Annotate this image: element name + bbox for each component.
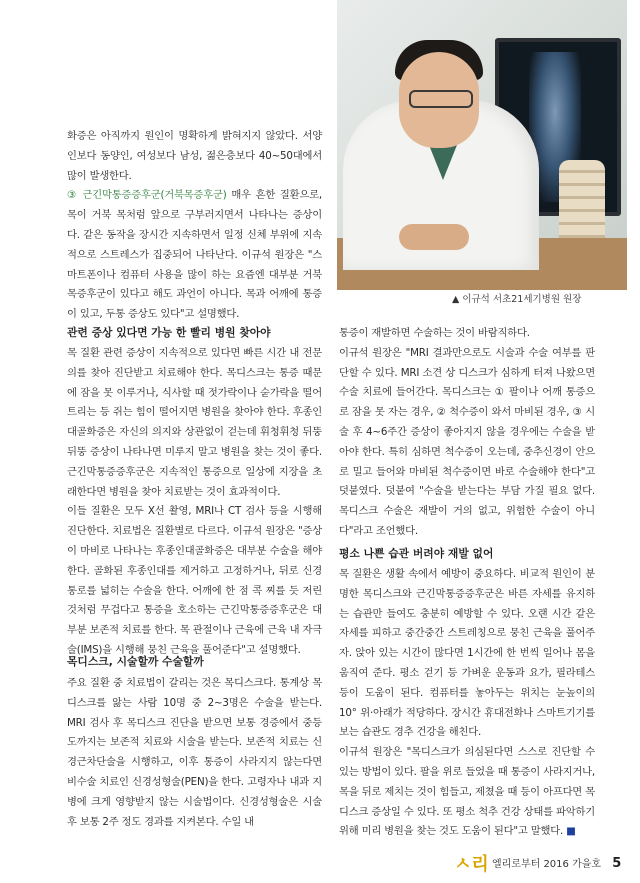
section2-paragraph-1: 주요 질환 중 치료법이 갈리는 것은 목디스크다. 통계상 목디스크를 앓는 사람 10명 중 2~3명은 수술을 받는다. MRI 검사 후 목디스크 진단을 받으면 보통 경증에서 중등도까지는 보존적 치료와 시술을 받는다. 보존적 치료는 신경근차단술을 시행하고, 이후 통증이 사라지지 않는다면 비수술 치료인 신경성형술(PEN)을 한다. 고령자나 내과 지병에 크게 영향받지 않는 시술법이다. 신경성형술은 시술 후 보통 2주 정도 경과를 지켜본다. 수일 내 (67, 677, 322, 828)
end-mark-icon: ■ (566, 825, 576, 838)
col2-top-block (339, 324, 595, 542)
section1-paragraph-1: 목 질환 관련 증상이 지속적으로 있다면 빠른 시간 내 전문의를 찾아 진단받고 치료해야 한다. 목디스크는 통증 때문에 잠을 못 이루거나, 식사할 때 젓가락이나 숟가락을 떨어트리는 등 쥐는 힘이 떨어지면 병원을 찾아야 한다. 후종인대골화증은 자신의 의지와 상관없이 걷는데 휘청휘청 뒤뚱뒤뚱 증상이 나타나면 미루지 말고 병원을 찾는 것이 좋다. 근긴막통증증후군은 지속적인 통증으로 일상에 지장을 초래한다면 병원을 찾아 치료받는 것이 효과적이다. (67, 347, 322, 498)
page-number: 5 (612, 856, 622, 871)
doctor-glasses (409, 90, 473, 108)
col2-paragraph-2: 이규석 원장은 "MRI 결과만으로도 시술과 수술 여부를 판단할 수 있다. MRI 소견 상 디스크가 심하게 터져 나왔으면 수술 치료에 들어간다. 목디스크는 ① 팔이나 어깨 통증으로 잠을 못 자는 경우, ② 척수증이 와서 마비된 경우, ③ 시술 후 4~6주간 증상이 좋아지지 않을 경우에는 수술을 받아야 한다. 특히 심하면 척수증이 오는데, 중추신경이 안으로 밀고 들어와 마비된 척수증이면 바로 수술해야 한다"고 덧붙였다. 덧붙여 "수술을 받는다는 부담 가질 필요 없다. 목디스크 수술은 재발이 거의 없고, 위험한 수술이 아니다"라고 조언했다. (339, 346, 595, 537)
col2-paragraph-3: 목 질환은 생활 속에서 예방이 중요하다. 비교적 원인이 분명한 목디스크와 근긴막통증증후군은 바른 자세를 유지하는 습관만 들여도 충분히 예방할 수 있다. 오랜 시간 같은 자세를 피하고 중간중간 스트레칭으로 뭉친 근육을 풀어주자. 앉아 있는 시간이 많다면 1시간에 한 번씩 일어나 몸을 움직여 준다. 평소 걷기 등 가벼운 운동과 요가, 필라테스 등이 도움이 된다. 컴퓨터를 놓아두는 위치는 눈높이의 10° 위·아래가 적당하다. 장시간 휴대전화나 스마트기기를 보는 습관도 경추 건강을 해친다. (339, 568, 595, 739)
section1-paragraph-2: 이들 질환은 모두 X선 촬영, MRI나 CT 검사 등을 시행해 진단한다. 치료법은 질환별로 다르다. 이규석 원장은 "증상이 마비로 나타나는 후종인대골화증은 대부분 수술을 해야 한다. 골화된 후종인대를 제거하고 고정하거나, 뒤로 신경통로를 넓히는 수술을 한다. 어깨에 한 점 콕 찌를 듯 저린 것처럼 무겁다고 통증을 호소하는 근긴막통증증후군은 대부분 보존적 치료를 한다. 목 관절이나 근육에 근육 내 자극술(IMS)을 시행해 뭉친 근육을 풀어준다"고 설명했다. (67, 505, 322, 656)
col1-section1-block (67, 344, 322, 661)
col1-intro-block (67, 127, 322, 325)
col2-paragraph-4-text: 이규석 원장은 "목디스크가 의심된다면 스스로 진단할 수 있는 방법이 있다. 팔을 위로 들었을 때 통증이 사라지거나, 목을 뒤로 제치는 것이 힘들고, 제쳤을 때 등이 아프다면 목디스크 증상일 수 있다. 또 평소 척추 건강 상태를 파악하기 위해 미리 병원을 찾는 것도 도움이 된다"고 말했다. (339, 746, 595, 838)
page-footer (454, 850, 621, 876)
magazine-logo-icon: ㅅ리 (454, 854, 489, 875)
section2-heading: 목디스크, 시술할까 수술할까 (67, 655, 204, 668)
section1-heading: 관련 증상 있다면 가능 한 빨리 병원 찾아야 (67, 326, 271, 339)
item3-paragraph (67, 186, 322, 325)
magazine-issue: 엘리로부터 2016 가을호 (491, 859, 602, 870)
col2-paragraph-1: 통증이 재발하면 수술하는 것이 바람직하다. (339, 327, 530, 339)
col2-paragraph-4 (339, 743, 595, 842)
col2-section3-block (339, 565, 595, 842)
photo-caption: ▲ 이규석 서초21세기병원 원장 (452, 294, 582, 305)
doctor-hands (399, 224, 469, 250)
item3-text: 매우 흔한 질환으로, 목이 거북 목처럼 앞으로 구부러지면서 나타나는 증상이다. 같은 동작을 장시간 지속하면서 일정 신체 부위에 지속적으로 스트레스가 집중되어 나타난다. 이규석 원장은 "스마트폰이나 컴퓨터 사용을 많이 하는 요즘엔 대부분 거북목증후군이 있다고 해도 과언이 아니다. 목과 어깨에 통증이 있고, 두통 증상도 있다"고 설명했다. (67, 189, 322, 321)
doctor-photo (337, 0, 627, 290)
item3-label: ③ 근긴막통증증후군(거북목증후군) (67, 189, 227, 202)
intro-paragraph: 화증은 아직까지 원인이 명확하게 밝혀지지 않았다. 서양인보다 동양인, 여성보다 남성, 젊은층보다 40~50대에서 많이 발생한다. (67, 130, 322, 182)
col1-section2-block (67, 674, 322, 832)
section3-heading: 평소 나쁜 습관 버려야 재발 없어 (339, 547, 494, 560)
